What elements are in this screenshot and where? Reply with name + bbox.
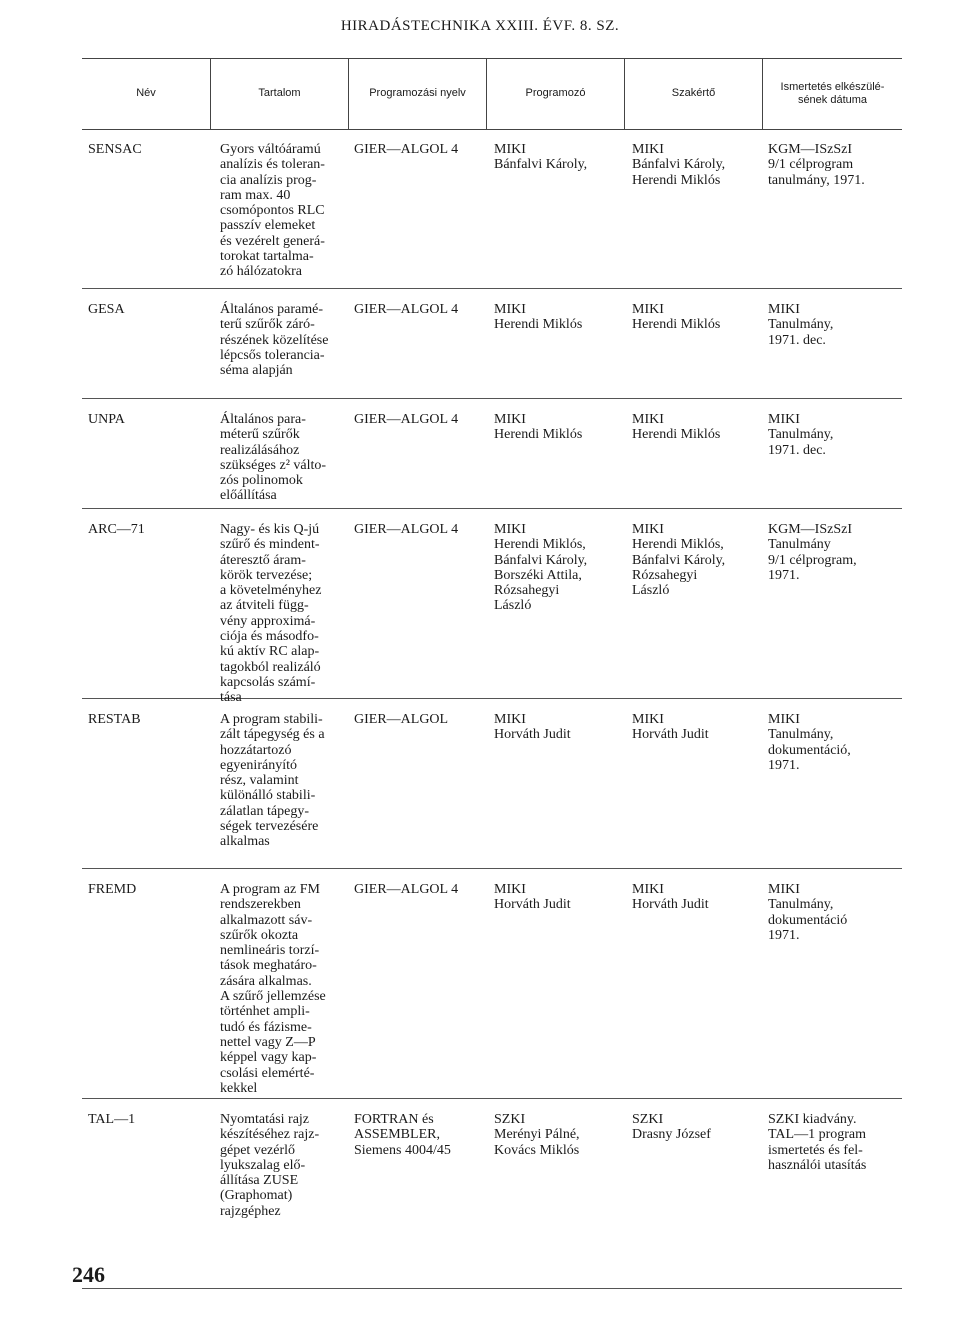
cell-content	[210, 698, 348, 868]
cell-line: ismertetés és fel-	[768, 1142, 863, 1158]
header-language: Programozási nyelv	[348, 59, 486, 129]
cell-line: SZKI kiadvány.	[768, 1112, 857, 1127]
cell-expert	[624, 508, 762, 698]
cell-line: alkalmazott sáv-	[220, 912, 313, 928]
header-date-line: sének dátuma	[797, 94, 868, 106]
cell-line: analízis és toleran-	[220, 157, 325, 173]
cell-line: MIKI	[494, 412, 526, 427]
cell-line: Drasny József	[632, 1127, 711, 1143]
cell-line: MIKI	[632, 142, 664, 157]
cell-content	[210, 398, 348, 508]
cell-line: TAL—1	[88, 1112, 136, 1127]
cell-line: Merényi Pálné,	[494, 1127, 580, 1143]
cell-line: lyukszalag elő-	[220, 1157, 306, 1173]
program-table	[82, 58, 902, 1258]
cell-line: szűrő és mindent-	[220, 537, 320, 553]
cell-programmer	[486, 868, 624, 1098]
cell-line: gépet vezérlő	[220, 1142, 296, 1158]
cell-line: Kovács Miklós	[494, 1142, 580, 1158]
cell-line: ciója és másodfo-	[220, 629, 319, 645]
cell-line: MIKI	[632, 302, 664, 317]
cell-line: szükséges z² válto-	[220, 457, 327, 473]
cell-line: rajzgéphez	[220, 1203, 281, 1219]
cell-line: MIKI	[768, 302, 800, 317]
cell-line: a követelményhez	[220, 583, 322, 599]
header-expert: Szakértő	[624, 59, 762, 129]
cell-line: Tanulmány,	[768, 317, 834, 333]
cell-line: MIKI	[632, 882, 664, 897]
cell-line: MIKI	[632, 412, 664, 427]
cell-line: László	[494, 598, 532, 614]
cell-line: MIKI	[494, 712, 526, 727]
cell-line: Bánfalvi Károly,	[494, 157, 588, 173]
cell-programmer	[486, 398, 624, 508]
cell-line: GIER—ALGOL	[354, 712, 449, 727]
cell-expert	[624, 398, 762, 508]
cell-line: kapcsolás számí-	[220, 674, 316, 690]
header-name: Név	[136, 87, 156, 100]
cell-line: nettel vagy Z—P	[220, 1034, 316, 1050]
cell-line: MIKI	[494, 882, 526, 897]
cell-programmer	[486, 1098, 624, 1288]
cell-line: GIER—ALGOL 4	[354, 142, 459, 157]
cell-expert	[624, 868, 762, 1098]
cell-line: Rózsahegyi	[494, 583, 560, 599]
cell-language	[348, 508, 486, 698]
cell-content	[210, 1098, 348, 1288]
cell-line: rendszerekben	[220, 897, 301, 913]
cell-line: vény approximá-	[220, 613, 316, 629]
cell-line: ARC—71	[88, 522, 145, 537]
cell-line: KGM—ISzSzI	[768, 142, 852, 157]
cell-line: MIKI	[494, 522, 526, 537]
cell-line: lépcsős tolerancia-	[220, 347, 325, 363]
cell-expert	[624, 288, 762, 398]
table-row	[82, 288, 902, 399]
table-body	[82, 128, 902, 1258]
cell-line: GIER—ALGOL 4	[354, 302, 459, 317]
cell-line: tanulmány, 1971.	[768, 172, 865, 188]
cell-line: Herendi Miklós,	[494, 537, 586, 553]
cell-line: GIER—ALGOL 4	[354, 522, 459, 537]
cell-line: cia analízis prog-	[220, 172, 317, 188]
cell-line: zós polinomok	[220, 473, 303, 489]
cell-line: szűrők okozta	[220, 927, 299, 943]
cell-line: Herendi Miklós,	[632, 537, 724, 553]
cell-line: tudó és fázisme-	[220, 1019, 312, 1035]
cell-line: hozzátartozó	[220, 742, 292, 758]
cell-line: Borszéki Attila,	[494, 567, 582, 583]
cell-name	[82, 698, 210, 868]
cell-line: GIER—ALGOL 4	[354, 882, 459, 897]
cell-line: és vezérelt generá-	[220, 233, 325, 249]
cell-line: kú aktív RC alap-	[220, 644, 320, 660]
cell-line: Horváth Judit	[632, 897, 709, 913]
cell-line: Tanulmány,	[768, 727, 834, 743]
cell-line: SZKI	[494, 1112, 526, 1127]
cell-expert	[624, 1098, 762, 1288]
cell-line: Herendi Miklós	[494, 317, 583, 333]
cell-line: használói utasítás	[768, 1157, 867, 1173]
cell-line: Horváth Judit	[494, 897, 571, 913]
cell-date	[762, 698, 902, 868]
running-head: HIRADÁSTECHNIKA XXIII. ÉVF. 8. SZ.	[340, 18, 620, 34]
cell-line: FREMD	[88, 882, 137, 897]
cell-line: TAL—1 program	[768, 1127, 867, 1143]
cell-line: Nagy- és kis Q-jú	[220, 522, 320, 537]
cell-line: csolási elemérté-	[220, 1065, 315, 1081]
cell-line: KGM—ISzSzI	[768, 522, 852, 537]
cell-language	[348, 128, 486, 288]
table-row	[82, 128, 902, 289]
cell-line: zására alkalmas.	[220, 973, 312, 989]
cell-line: GIER—ALGOL 4	[354, 412, 459, 427]
cell-line: zó hálózatokra	[220, 264, 303, 280]
cell-line: passzív elemeket	[220, 218, 316, 234]
cell-name	[82, 508, 210, 698]
cell-line: UNPA	[88, 412, 125, 427]
cell-line: ségek tervezésére	[220, 819, 319, 835]
cell-line: Tanulmány	[768, 537, 831, 553]
cell-content	[210, 508, 348, 706]
cell-line: részének közelítése	[220, 332, 329, 348]
cell-line: torokat tartalma-	[220, 249, 314, 265]
cell-line: 1971. dec.	[768, 442, 826, 458]
table-row	[82, 698, 902, 869]
cell-line: nemlineáris torzí-	[220, 943, 320, 959]
cell-line: Gyors váltóáramú	[220, 142, 321, 157]
cell-line: Horváth Judit	[494, 727, 571, 743]
cell-line: rész, valamint	[220, 773, 299, 789]
cell-line: 1971.	[768, 927, 800, 943]
cell-line: állítása ZUSE	[220, 1173, 299, 1189]
cell-programmer	[486, 128, 624, 288]
cell-date	[762, 508, 902, 698]
cell-line: 1971.	[768, 567, 800, 583]
cell-line: 1971. dec.	[768, 332, 826, 348]
cell-date	[762, 868, 902, 1098]
cell-date	[762, 398, 902, 508]
cell-line: dokumentáció	[768, 912, 848, 928]
cell-line: tások meghatáro-	[220, 958, 317, 974]
cell-line: FORTRAN és	[354, 1112, 434, 1127]
cell-programmer	[486, 698, 624, 868]
cell-name	[82, 868, 210, 1098]
cell-line: Siemens 4004/45	[354, 1142, 451, 1158]
cell-line: Tanulmány,	[768, 897, 834, 913]
cell-line: ram max. 40	[220, 187, 291, 203]
cell-line: MIKI	[494, 142, 526, 157]
header-date-line: Ismertetés elkészülé-	[780, 80, 885, 93]
cell-line: Bánfalvi Károly,	[632, 157, 726, 173]
cell-language	[348, 398, 486, 508]
cell-line: Herendi Miklós	[632, 427, 721, 443]
cell-expert	[624, 128, 762, 288]
cell-line: különálló stabili-	[220, 788, 316, 804]
cell-line: történhet ampli-	[220, 1004, 310, 1020]
cell-name	[82, 288, 210, 398]
table-header	[82, 58, 902, 130]
cell-line: dokumentáció,	[768, 742, 851, 758]
cell-date	[762, 1098, 902, 1288]
cell-line: SZKI	[632, 1112, 664, 1127]
cell-content	[210, 288, 348, 398]
cell-line: előállítása	[220, 488, 277, 504]
cell-line: Horváth Judit	[632, 727, 709, 743]
cell-line: Bánfalvi Károly,	[632, 552, 726, 568]
cell-programmer	[486, 288, 624, 398]
cell-line: SENSAC	[88, 142, 142, 157]
cell-line: MIKI	[632, 712, 664, 727]
cell-line: MIKI	[494, 302, 526, 317]
cell-line: 1971.	[768, 757, 800, 773]
cell-line: tagokból realizáló	[220, 659, 321, 675]
cell-line: áteresztő áram-	[220, 552, 306, 568]
cell-line: Általános paramé-	[220, 302, 324, 317]
cell-line: 9/1 célprogram,	[768, 552, 857, 568]
page-number: 246	[72, 1262, 105, 1287]
cell-line: GESA	[88, 302, 125, 317]
cell-name	[82, 398, 210, 508]
table-row	[82, 868, 902, 1099]
cell-line: kekkel	[220, 1080, 258, 1096]
cell-line: MIKI	[632, 522, 664, 537]
cell-line: séma alapján	[220, 363, 293, 379]
cell-line: Herendi Miklós	[632, 172, 721, 188]
cell-line: (Graphomat)	[220, 1188, 293, 1204]
cell-line: terű szűrők záró-	[220, 317, 315, 333]
cell-line: az átviteli függ-	[220, 598, 309, 614]
cell-line: képpel vagy kap-	[220, 1050, 317, 1066]
cell-date	[762, 288, 902, 398]
table-row	[82, 1098, 902, 1289]
cell-name	[82, 1098, 210, 1288]
cell-language	[348, 288, 486, 398]
cell-line: készítéséhez rajz-	[220, 1127, 320, 1143]
table-row	[82, 398, 902, 509]
cell-language	[348, 868, 486, 1098]
cell-date	[762, 128, 902, 288]
cell-line: zált tápegység és a	[220, 727, 325, 743]
header-programmer: Programozó	[486, 59, 624, 129]
cell-line: ASSEMBLER,	[354, 1127, 440, 1143]
cell-line: Általános para-	[220, 412, 306, 427]
cell-line: A program az FM	[220, 882, 320, 897]
cell-line: Bánfalvi Károly,	[494, 552, 588, 568]
cell-line: Nyomtatási rajz	[220, 1112, 310, 1127]
cell-line: körök tervezése;	[220, 567, 313, 583]
cell-line: Herendi Miklós	[632, 317, 721, 333]
cell-line: 9/1 célprogram	[768, 157, 854, 173]
header-content: Tartalom	[210, 59, 348, 129]
cell-name	[82, 128, 210, 288]
cell-programmer	[486, 508, 624, 698]
cell-line: alkalmas	[220, 834, 270, 850]
cell-line: realizálásához	[220, 442, 300, 458]
cell-content	[210, 868, 348, 1098]
cell-line: László	[632, 583, 670, 599]
cell-line: tása	[220, 690, 242, 706]
cell-line: zálatlan tápegy-	[220, 803, 310, 819]
cell-line: MIKI	[768, 712, 800, 727]
cell-line: A program stabili-	[220, 712, 323, 727]
cell-language	[348, 1098, 486, 1288]
cell-line: Herendi Miklós	[494, 427, 583, 443]
cell-line: MIKI	[768, 882, 800, 897]
cell-line: egyenirányító	[220, 757, 297, 773]
cell-line: MIKI	[768, 412, 800, 427]
cell-line: Tanulmány,	[768, 427, 834, 443]
table-row	[82, 508, 902, 706]
cell-line: méterű szűrők	[220, 427, 300, 443]
cell-expert	[624, 698, 762, 868]
cell-line: Rózsahegyi	[632, 567, 698, 583]
cell-content	[210, 128, 348, 288]
cell-line: RESTAB	[88, 712, 141, 727]
cell-line: csomópontos RLC	[220, 203, 325, 219]
cell-language	[348, 698, 486, 868]
cell-line: A szűrő jellemzése	[220, 989, 326, 1005]
header-date	[762, 59, 902, 129]
